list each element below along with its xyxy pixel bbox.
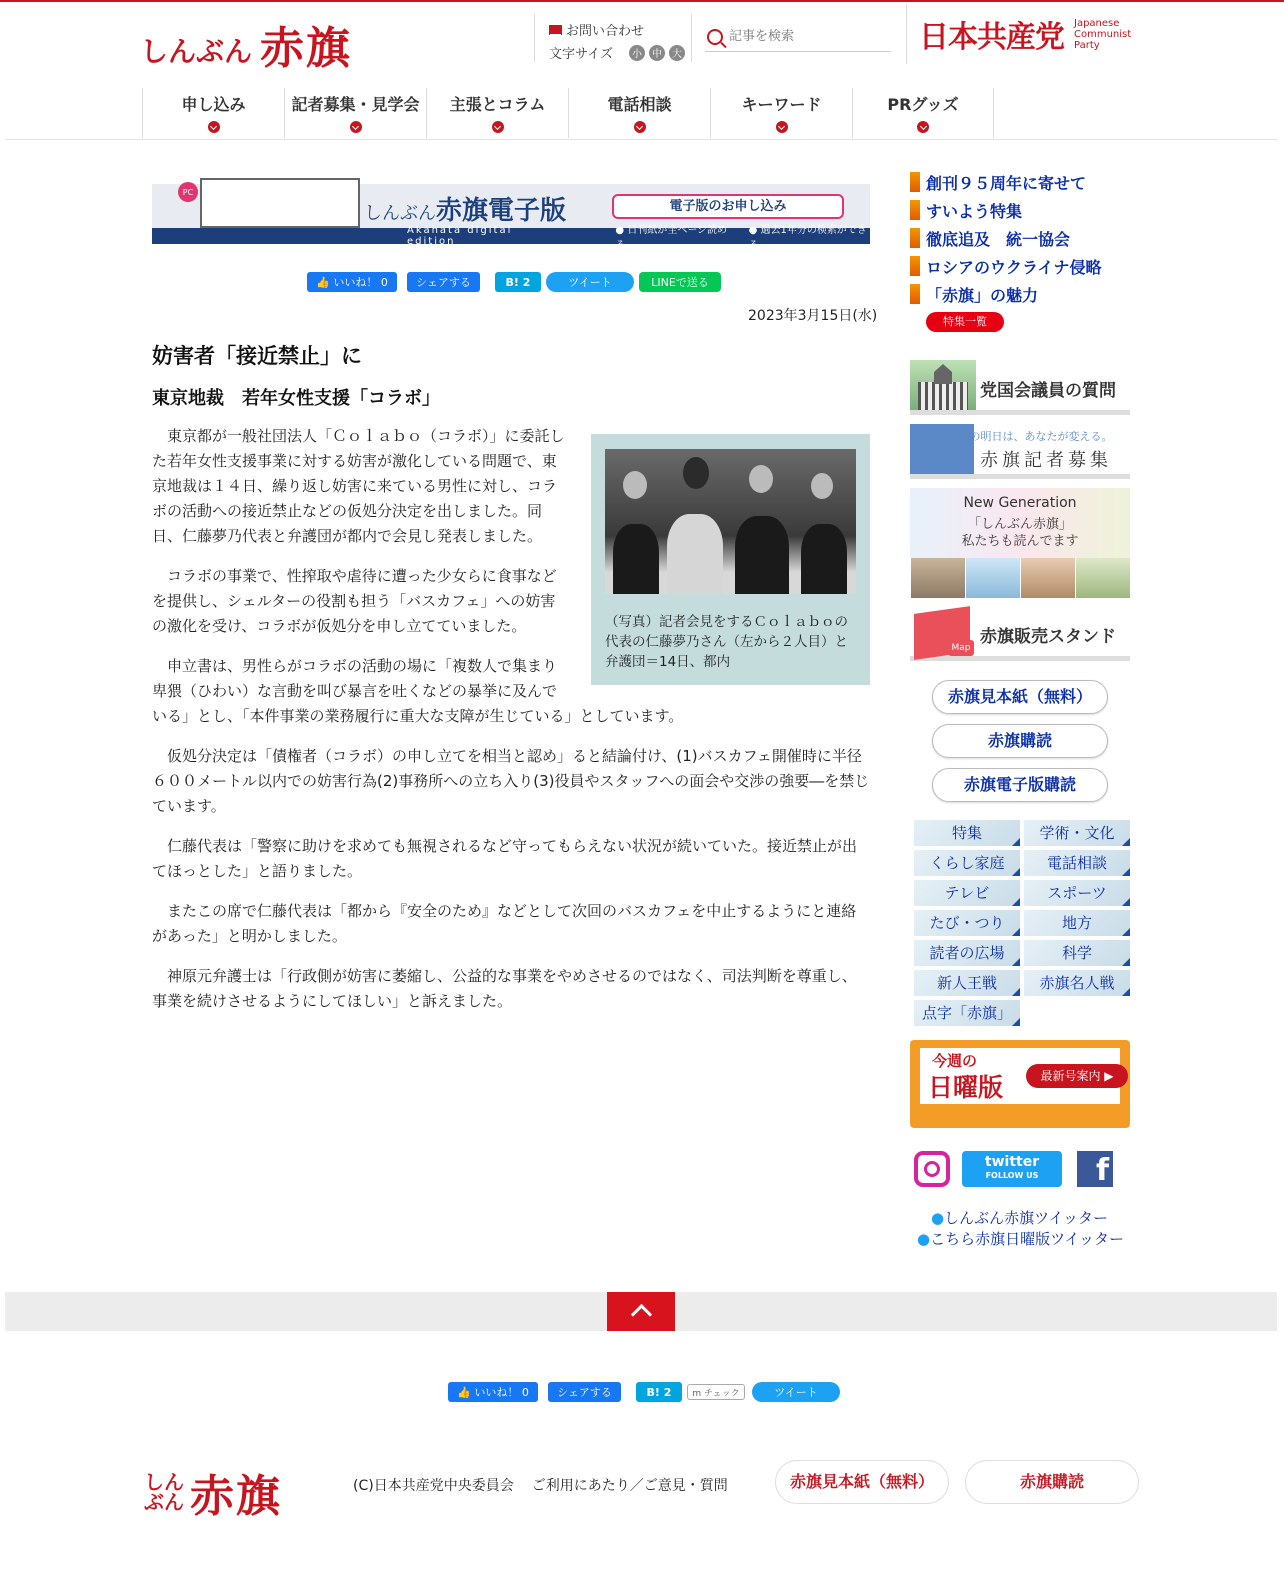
latest-issue-button[interactable]: 最新号案内 ▶ — [1026, 1064, 1128, 1088]
article-paragraph: 申立書は、男性らがコラボの活動の場に「複数人で集まり卑猥（ひわい）な言動を叫び暴言を吐くなどの暴挙に及んでいる」とし、「本件事業の業務履行に重大な支障が生じている」としています。 — [152, 657, 684, 725]
photo-figure — [591, 434, 870, 685]
sunday-twitter-link[interactable]: ●こちら赤旗日曜版ツイッター — [917, 1230, 1125, 1248]
orange-marker-icon — [910, 284, 920, 304]
fb-share-button[interactable]: シェアする — [548, 1382, 621, 1402]
category-link[interactable]: 科学 — [1024, 940, 1130, 966]
nav-item-keyword[interactable]: キーワード — [710, 88, 852, 138]
subscribe-button[interactable]: 赤旗購読 — [932, 724, 1108, 758]
category-link[interactable]: スポーツ — [1024, 880, 1130, 906]
press-conference-photo — [605, 449, 856, 594]
digital-subscribe-button[interactable]: 赤旗電子版購読 — [932, 768, 1108, 802]
jcp-logo[interactable] — [906, 4, 1131, 64]
category-link[interactable]: 特集 — [914, 820, 1020, 846]
nav-item-apply[interactable]: 申し込み — [142, 88, 284, 138]
sales-stand-banner[interactable]: Map 赤旗販売スタンド — [910, 606, 1130, 661]
banner-title: しんぶん赤旗電子版 — [364, 196, 567, 226]
site-logo[interactable] — [140, 12, 352, 76]
orange-marker-icon — [910, 172, 920, 192]
footer-subscribe-button[interactable]: 赤旗購読 — [965, 1460, 1139, 1504]
photo-caption: （写真）記者会見をするＣｏｌａｂｏの代表の仁藤夢乃さん（左から２人目）と弁護団＝14日、都内 — [605, 614, 848, 670]
digital-edition-banner[interactable] — [152, 174, 870, 251]
article-paragraph: 神原元弁護士は「行政側が妨害に萎縮し、公益的な事業をやめさせるのではなく、司法判断を尊重し、事業を続けさせるようにしてほしい」と訴えました。 — [152, 967, 857, 1010]
mixi-check-button[interactable]: m チェック — [687, 1384, 745, 1400]
sunday-edition-banner[interactable]: 今週の 日曜版 最新号案内 ▶ — [910, 1040, 1130, 1128]
tweet-button[interactable]: ツイート — [546, 272, 634, 292]
category-link[interactable]: くらし家庭 — [914, 850, 1020, 876]
sample-paper-button[interactable]: 赤旗見本紙（無料） — [932, 680, 1108, 714]
share-bar-bottom — [448, 1382, 850, 1402]
search-icon[interactable] — [707, 29, 723, 45]
footer-logo[interactable]: しんぶん 赤旗 — [144, 1470, 282, 1522]
search-input[interactable] — [729, 29, 879, 44]
copyright: (C)日本共産党中央委員会 — [353, 1478, 514, 1494]
article-paragraph: コラボの事業で、性搾取や虐待に遭った少女らに食事などを提供し、シェルターの役割も担う「バスカフェ」への妨害の激化を受け、コラボが仮処分を申し立てていました。 — [152, 567, 557, 635]
footer-sample-button[interactable]: 赤旗見本紙（無料） — [775, 1460, 949, 1504]
fb-like-button[interactable]: 👍 いいね！ 0 — [307, 272, 397, 292]
top-red-line — [0, 0, 1284, 2]
share-bar-top — [307, 272, 731, 292]
reader-photos — [910, 558, 1130, 598]
feature-link[interactable]: 創刊９５周年に寄せて — [910, 168, 1102, 196]
fb-like-button[interactable]: 👍 いいね！ 0 — [448, 1382, 538, 1402]
logo-big-text: 赤旗 — [260, 23, 353, 74]
font-size-large-button[interactable]: 大 — [669, 45, 685, 61]
article-paragraph: 東京都が一般社団法人「Ｃｏｌａｂｏ（コラボ）」に委託した若年女性支援事業に対する妨害が激化している問題で、東京地裁は１４日、繰り返し妨害に来ている男性に対し、コラボの活動への接近禁止などの仮処分決定を出しました。同日、仁藤夢乃代表と弁護団が都内で会見し発表しました。 — [152, 427, 565, 545]
back-to-top-button[interactable] — [607, 1292, 675, 1331]
feature-link[interactable]: すいよう特集 — [910, 196, 1102, 224]
article-paragraph: 仮処分決定は「債権者（コラボ）の申し立てを相当と認め」ると結論付け、(1)バスカフェ開催時に半径６００メートル以内での妨害行為(2)事務所への立ち入り(3)役員やスタッフへの面会や交渉の強要―を禁じています。 — [152, 747, 870, 815]
new-generation-banner[interactable]: New Generation 「しんぶん赤旗」 私たちも読んでます — [910, 488, 1130, 598]
feature-links — [910, 168, 1102, 308]
mail-icon — [549, 25, 562, 35]
map-badge: Map — [948, 640, 974, 656]
nav-item-goods[interactable]: PRグッズ — [852, 88, 994, 138]
chevron-down-icon — [492, 121, 504, 133]
article-paragraph: またこの席で仁藤代表は「都から『安全のため』などとして次回のバスカフェを中止するようにと連絡があった」と明かしました。 — [152, 902, 857, 945]
reporter-recruit-banner[interactable]: ニュースの明日は、あなたが変える。 赤旗記者募集 — [910, 424, 1130, 479]
banner-footer-bar: Akahata digital edition ● 日刊紙が全ページ読める ● 過去1年分の検索ができる — [152, 228, 870, 244]
font-size-label: 文字サイズ — [549, 47, 613, 62]
pc-badge: PC — [178, 182, 198, 202]
orange-marker-icon — [910, 256, 920, 276]
orange-marker-icon — [910, 200, 920, 220]
chevron-down-icon — [634, 121, 646, 133]
chevron-down-icon — [350, 121, 362, 133]
category-grid — [914, 820, 1130, 1026]
nav-item-phone[interactable]: 電話相談 — [568, 88, 710, 138]
hatena-bookmark-button[interactable]: B! 2 — [495, 272, 541, 292]
header-utility — [534, 14, 692, 62]
nav-divider — [5, 139, 1277, 140]
font-size-small-button[interactable]: 小 — [629, 45, 645, 61]
article-body — [152, 424, 870, 1029]
line-share-button[interactable]: LINEで送る — [639, 272, 721, 292]
feature-link[interactable]: 「赤旗」の魅力 — [910, 280, 1102, 308]
category-link[interactable]: テレビ — [914, 880, 1020, 906]
jcp-logo-jp: 日本共産党 — [919, 20, 1064, 55]
nav-item-column[interactable]: 主張とコラム — [426, 88, 568, 138]
devices-image — [200, 178, 360, 228]
footer-terms-link[interactable]: ご利用にあたり／ご意見・質問 — [531, 1478, 728, 1494]
article-title: 妨害者「接近禁止」に — [152, 344, 362, 368]
hatena-bookmark-button[interactable]: B! 2 — [636, 1382, 682, 1402]
twitter-links — [917, 1208, 1124, 1250]
search-box — [705, 22, 891, 52]
category-link[interactable]: 読者の広場 — [914, 940, 1020, 966]
sns-links — [914, 1151, 1113, 1187]
features-list-button[interactable]: 特集一覧 — [926, 312, 1004, 332]
akahata-twitter-link[interactable]: ●しんぶん赤旗ツイッター — [931, 1209, 1109, 1227]
main-nav — [142, 88, 994, 138]
chevron-down-icon — [208, 121, 220, 133]
article-subtitle: 東京地裁 若年女性支援「コラボ」 — [152, 388, 440, 409]
tweet-button[interactable]: ツイート — [752, 1382, 840, 1402]
diet-building-icon — [910, 360, 976, 410]
category-link[interactable]: 新人王戦 — [914, 970, 1020, 996]
category-link[interactable]: たび・つり — [914, 910, 1020, 936]
contact-link[interactable]: お問い合わせ — [566, 24, 645, 39]
jcp-logo-en: Japanese Communist Party — [1074, 17, 1132, 51]
page-top-bar — [5, 1292, 1277, 1331]
footer-links — [353, 1475, 728, 1495]
chevron-down-icon — [917, 121, 929, 133]
font-size-medium-button[interactable]: 中 — [649, 45, 665, 61]
instagram-icon[interactable] — [914, 1151, 950, 1187]
nav-item-recruit[interactable]: 記者募集・見学会 — [284, 88, 426, 138]
facebook-icon[interactable]: f — [1077, 1151, 1113, 1187]
category-link[interactable]: 地方 — [1024, 910, 1130, 936]
diet-questions-banner[interactable]: 党国会議員の質問 — [910, 360, 1130, 415]
feature-link[interactable]: ロシアのウクライナ侵略 — [910, 252, 1102, 280]
fb-share-button[interactable]: シェアする — [407, 272, 480, 292]
category-link[interactable]: 電話相談 — [1024, 850, 1130, 876]
article-paragraph: 仁藤代表は「警察に助けを求めても無視されるなど守ってもらえない状況が続いていた。接近禁止が出てほっとした」と語りました。 — [152, 837, 858, 880]
category-link[interactable]: 赤旗名人戦 — [1024, 970, 1130, 996]
logo-small-text: しんぶん — [140, 35, 253, 68]
banner-apply-button[interactable]: 電子版のお申し込み — [612, 194, 844, 219]
orange-marker-icon — [910, 228, 920, 248]
chevron-down-icon — [776, 121, 788, 133]
category-link[interactable]: 学術・文化 — [1024, 820, 1130, 846]
category-link[interactable]: 点字「赤旗」 — [914, 1000, 1020, 1026]
twitter-follow-button[interactable]: twitter FOLLOW US — [962, 1151, 1062, 1187]
article-date: 2023年3月15日(水) — [748, 308, 878, 324]
feature-link[interactable]: 徹底追及 統一協会 — [910, 224, 1102, 252]
